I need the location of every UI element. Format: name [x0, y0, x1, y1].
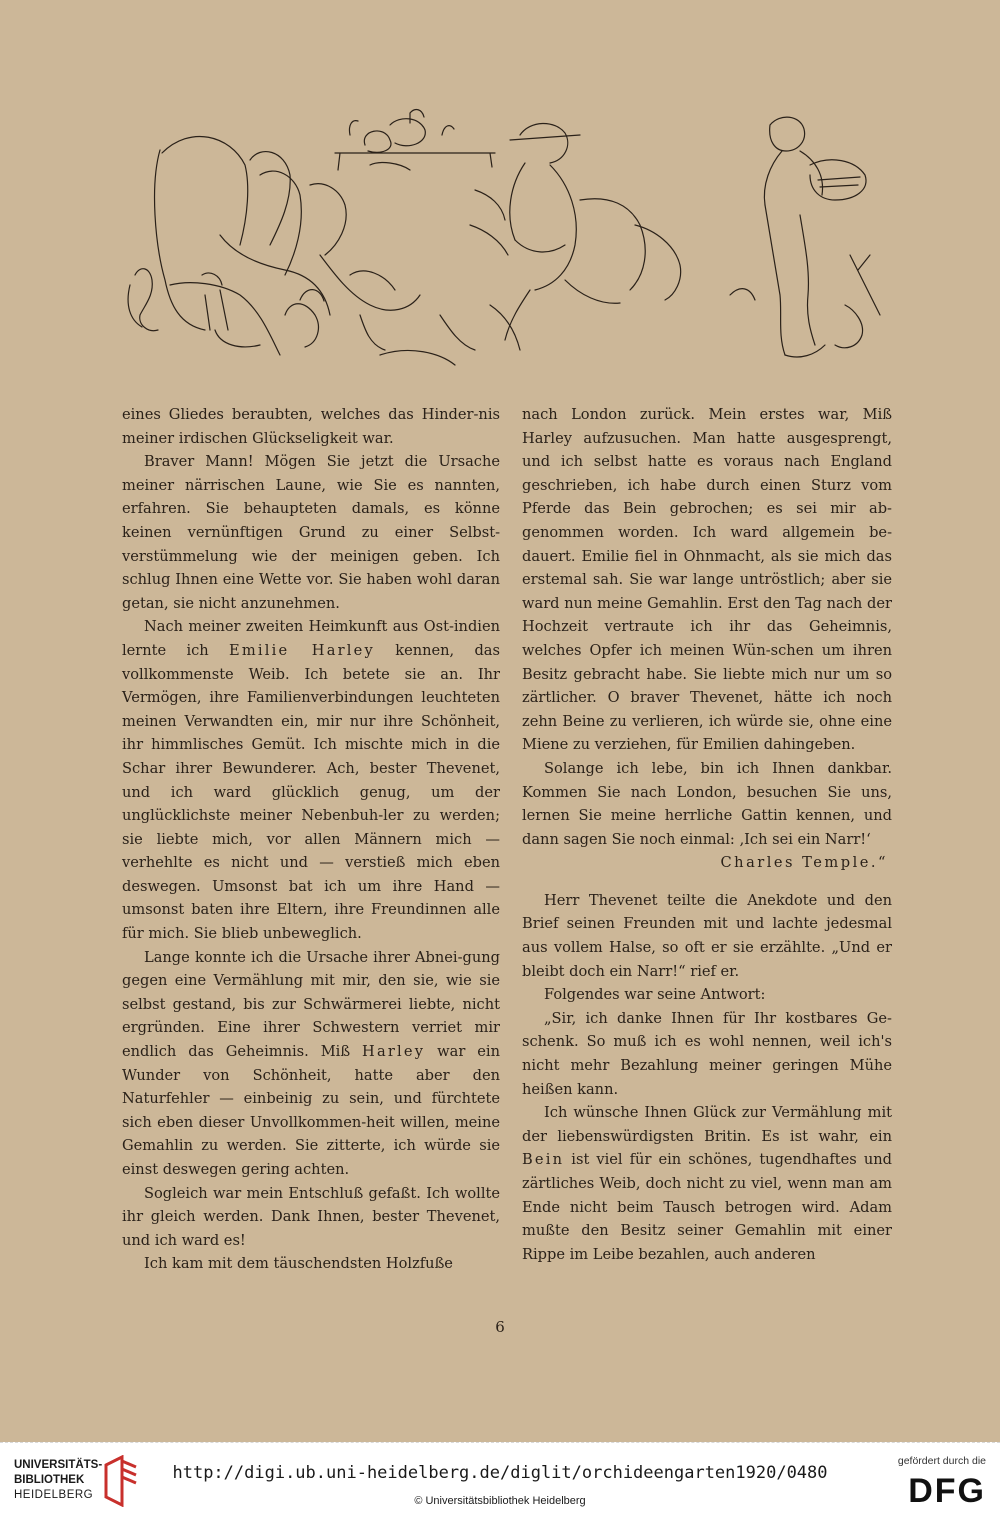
spaced-name: Emilie Harley — [228, 641, 375, 659]
paragraph: Braver Mann! Mögen Sie jetzt die Ursache meiner närrischen Laune, wie Sie es nannten, erfahren. Sie behaupteten damals, es könne keinen vernünftigen Grund zu einer Selbst-verstümmelung wie der meinigen geben. Ich schlug Ihnen eine Wette vor. Sie haben wohl daran getan, sie nicht anzunehmen. — [122, 453, 500, 612]
paragraph: Ich kam mit dem täuschendsten Holzfuße — [144, 1255, 453, 1273]
funding-label: gefördert durch die — [897, 1455, 986, 1467]
copyright-notice: © Universitätsbibliothek Heidelberg — [414, 1495, 586, 1507]
paragraph: Ich wünsche Ihnen Glück zur Vermählung mit der liebenswürdigsten Britin. Es ist wahr, ein Bein ist viel für ein schönes, tugendhaftes und zärtliches Weib, doch nicht zu viel, wenn man am Ende nicht beim Tausch betrogen wird. Adam mußte den Besitz seiner Gemahlin mit einer Rippe im Leibe bezahlen, auch anderen — [522, 1104, 892, 1263]
paragraph: Sogleich war mein Entschluß gefaßt. Ich wollte ihr gleich werden. Dank Ihnen, bester Thevenet, und ich ward es! — [122, 1184, 500, 1249]
permalink-url[interactable]: http://digi.ub.uni-heidelberg.de/diglit/orchideengarten1920/0480 — [172, 1463, 828, 1483]
page-number: 6 — [495, 1318, 505, 1336]
letter-signature: Charles Temple.“ — [720, 854, 888, 872]
text-column-right — [522, 403, 892, 1266]
spaced-word: Bein — [522, 1151, 565, 1169]
spaced-name: Harley — [362, 1043, 426, 1061]
viewer-footer — [0, 1442, 1000, 1517]
paragraph: Herr Thevenet teilte die Anekdote und den Brief seinen Freunden mit und lachte jedesmal aus vollem Halse, so oft er sie erzählte. „Und er bleibt doch ein Narr!“ rief er. — [522, 891, 892, 980]
paragraph: eines Gliedes beraubten, welches das Hinder-nis meiner irdischen Glückseligkeit war. — [122, 406, 500, 447]
paragraph: „Sir, ich danke Ihnen für Ihr kostbares Ge-schenk. So muß ich es wohl nennen, weil ich's nicht mehr Bezahlung meiner geringen Mühe heißen kann. — [522, 1009, 892, 1098]
text-column-left — [122, 403, 500, 1276]
paragraph: Lange konnte ich die Ursache ihrer Abnei-gung gegen eine Vermählung mit mir, den sie, wie sie selbst gestand, bis zur Schwärmerei liebte, nicht ergründen. Eine ihrer Schwestern verriet mir endlich das Geheimnis. Miß Harley war ein Wunder von Schönheit, hatte aber den Naturfehler — einbeinig zu sein, und fürchtete sich eben dieser Unvollkommen-heit willen, meine Gemahlin zu werden. Sie zitterte, ich würde sie einst deswegen gering achten. — [122, 948, 500, 1178]
library-name: UNIVERSITÄTS- BIBLIOTHEK HEIDELBERG — [14, 1459, 103, 1501]
line-drawing-illustration — [110, 105, 900, 385]
dfg-logo: DFG — [908, 1472, 986, 1510]
paragraph: Solange ich lebe, bin ich Ihnen dankbar. Kommen Sie nach London, besuchen Sie uns, lernen Sie meine herrliche Gattin kennen, und dann sagen Sie noch einmal: ‚Ich sei ein Narr!‘ — [522, 759, 892, 848]
paragraph: nach London zurück. Mein erstes war, Miß Harley aufzusuchen. Man hatte ausgesprengt, und ich selbst hatte es voraus nach England geschrieben, ich habe durch einen Sturz vom Pferde das Bein gebrochen; es sei mir ab-genommen worden. Ich ward allgemein be-dauert. Emilie fiel in Ohnmacht, als sie mich das erstemal sah. Sie war lange untröstlich; aber sie ward nun meine Gemahlin. Erst den Tag nach der Hochzeit vertraute ich ihr das Geheimnis, welches Opfer ich meinen Wün-schen um ihren Besitz gebracht habe. Sie liebte mich nur um so zärtlicher. O braver Thevenet, hätte ich noch zehn Beine zu verlieren, ich würde sie, ohne eine Miene zu verziehen, für Emilien dahingeben. — [522, 406, 892, 754]
paragraph: Nach meiner zweiten Heimkunft aus Ost-indien lernte ich Emilie Harley kennen, das vollkommenste Weib. Ich betete sie an. Ihr Vermögen, ihre Familienverbindungen leuchteten meinen Verwandten ein, mir nur ihre Schönheit, ihr himmlisches Gemüt. Ich mischte mich in die Schar ihrer Bewunderer. Ach, bester Thevenet, und ich ward glücklich genug, um der unglücklichste meiner Nebenbuh-ler zu werden; sie liebte mich, vor allen Männern mich — verhehlte es nicht und — verstieß mich eben deswegen. Umsonst bat ich um ihre Hand — umsonst baten ihre Eltern, ihre Freundinnen alle für mich. Sie blieb unbeweglich. — [122, 618, 500, 943]
paragraph: Folgendes war seine Antwort: — [544, 986, 766, 1004]
